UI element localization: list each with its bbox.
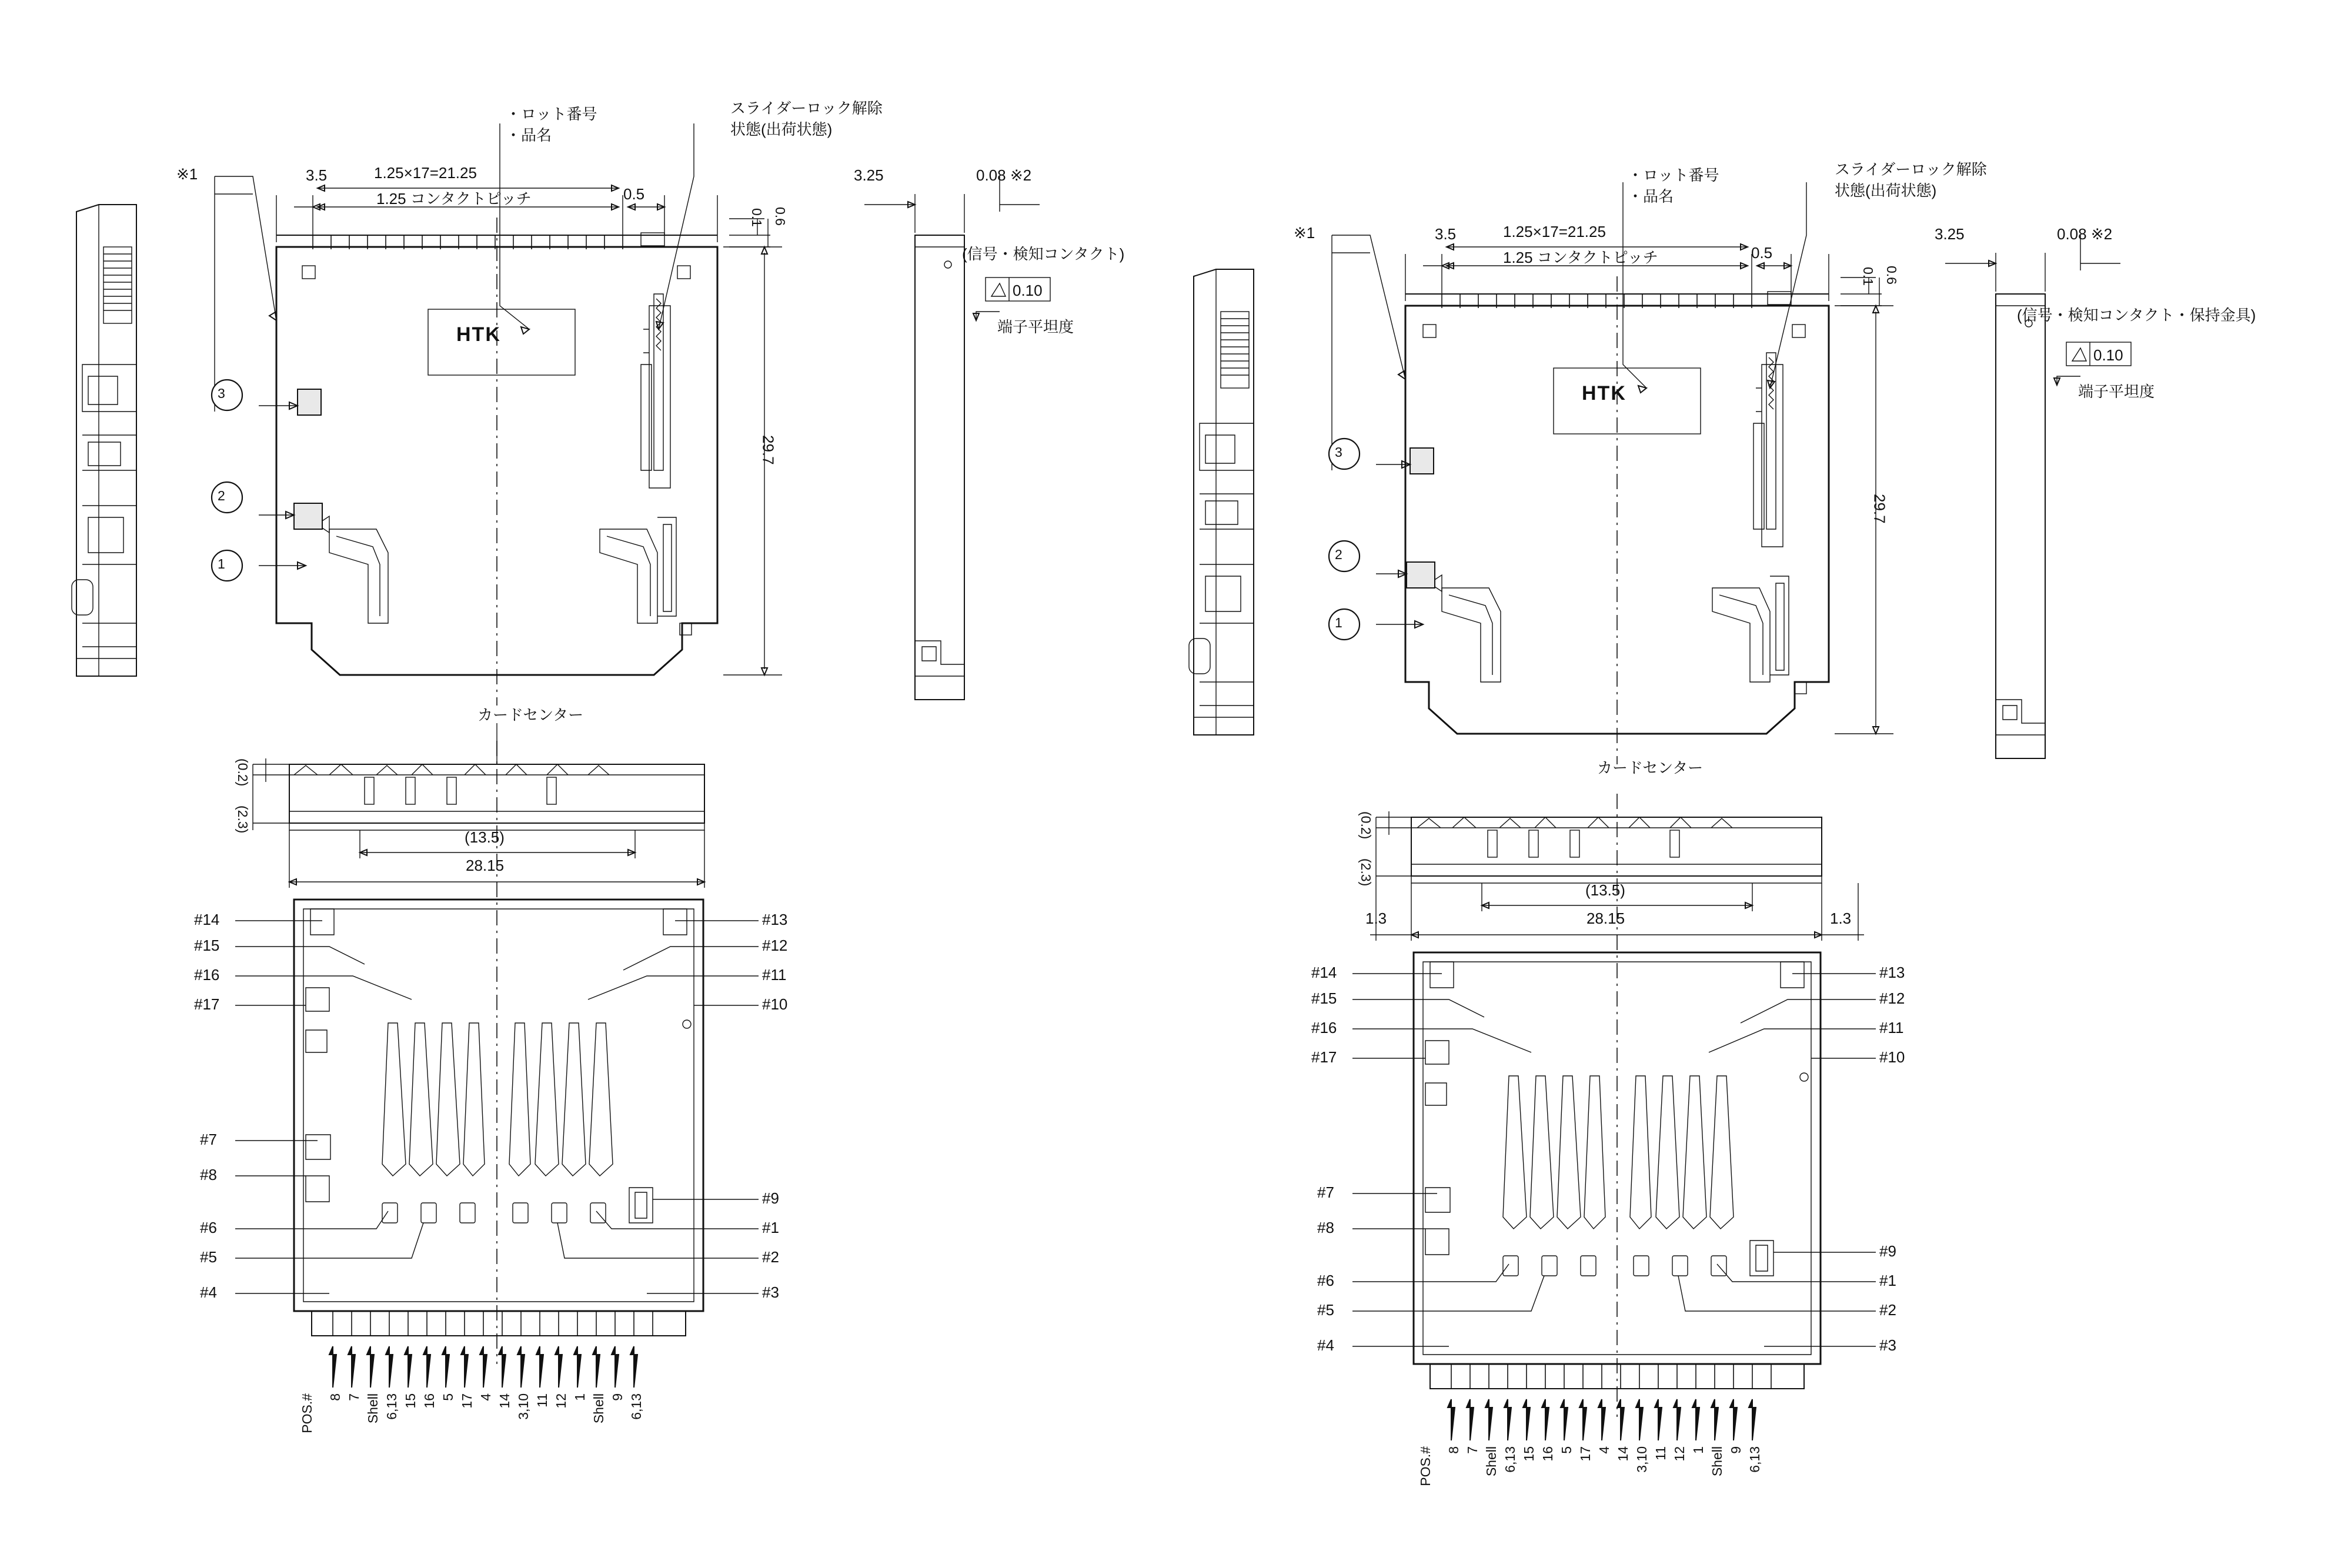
- left-pin-5: #5: [200, 1248, 217, 1266]
- left-balloon-1-label: 1: [218, 556, 225, 571]
- right-pos-17: 6,13: [1747, 1446, 1762, 1473]
- left-pin-6: #6: [200, 1219, 217, 1236]
- left-pos-11: 3,10: [516, 1393, 531, 1420]
- right-balloon-2-label: 2: [1335, 547, 1342, 562]
- right-pin-5: #5: [1317, 1301, 1334, 1319]
- right-pin-12: #12: [1879, 989, 1905, 1007]
- right-dim-2-3: (2.3): [1358, 858, 1374, 887]
- right-pos-4: 6,13: [1502, 1446, 1518, 1473]
- left-pin-17: #17: [194, 995, 220, 1013]
- left-pos-14: 1: [572, 1393, 587, 1401]
- right-pin-13: #13: [1879, 964, 1905, 981]
- right-pos-1: 8: [1446, 1446, 1461, 1454]
- balloon-markers: [212, 380, 1360, 640]
- right-pos-16: 9: [1728, 1446, 1744, 1454]
- left-dim-13-5: (13.5): [465, 828, 505, 846]
- left-dim-0-1: 0.1: [749, 208, 764, 227]
- right-card-center-note: カードセンター: [1597, 759, 1704, 777]
- right-pin-8: #8: [1317, 1219, 1334, 1236]
- right-dim-13-5: (13.5): [1585, 881, 1625, 899]
- left-pin-13: #13: [762, 911, 788, 928]
- right-dim-28-15: 28.15: [1586, 910, 1625, 927]
- right-dim-0-5: 0.5: [1751, 244, 1773, 262]
- right-contact-note: (信号・検知コンタクト・保持金具): [2017, 306, 2256, 324]
- right-dim-0-1: 0.1: [1860, 267, 1876, 286]
- left-brand-logo: HTK: [456, 323, 501, 346]
- left-pin-4: #4: [200, 1283, 217, 1301]
- left-pos-9: 4: [478, 1393, 493, 1401]
- left-card-center-note: カードセンター: [477, 706, 584, 724]
- right-balloon-1-label: 1: [1335, 615, 1342, 630]
- right-lot-number-note: ・ロット番号: [1628, 166, 1719, 184]
- right-pin-11: #11: [1879, 1019, 1904, 1037]
- right-dim-pitch-total: 1.25×17=21.25: [1503, 223, 1606, 240]
- right-pos-10: 14: [1615, 1446, 1631, 1462]
- right-right-side-view: [1996, 294, 2045, 758]
- right-side-view: [1189, 269, 1254, 735]
- right-pin-7: #7: [1317, 1183, 1334, 1201]
- right-pos-8: 17: [1578, 1446, 1593, 1462]
- left-pin-11: #11: [762, 966, 787, 984]
- right-pos-14: 1: [1691, 1446, 1706, 1454]
- right-dim-3-25: 3.25: [1935, 225, 1965, 243]
- left-pin-7: #7: [200, 1131, 217, 1148]
- right-pos-5: 15: [1521, 1446, 1537, 1462]
- right-pin-9: #9: [1879, 1242, 1896, 1260]
- left-balloon-2-label: 2: [218, 488, 225, 503]
- left-pos-8: 17: [459, 1393, 475, 1409]
- right-pin-3: #3: [1879, 1336, 1896, 1354]
- left-pos-1: 8: [328, 1393, 343, 1401]
- left-note-1: ※1: [176, 165, 198, 183]
- left-pos-7: 5: [440, 1393, 456, 1401]
- left-pos-2: 7: [346, 1393, 362, 1401]
- right-dim-0-2: (0.2): [1358, 811, 1374, 840]
- right-pos-6: 16: [1540, 1446, 1555, 1462]
- left-pos-label: POS.#: [299, 1393, 315, 1433]
- left-pin-10: #10: [762, 995, 788, 1013]
- right-pin-1: #1: [1879, 1272, 1896, 1289]
- left-dim-pitch: 1.25 コンタクトピッチ: [376, 190, 532, 208]
- right-pos-9: 4: [1596, 1446, 1612, 1454]
- right-slider-note-line2: 状態(出荷状態): [1835, 182, 1937, 199]
- left-side-view: [72, 205, 136, 676]
- left-pin-14: #14: [194, 911, 220, 928]
- left-dim-pitch-total: 1.25×17=21.25: [374, 164, 477, 182]
- right-dim-0-6: 0.6: [1883, 266, 1899, 285]
- right-slider-note-line1: スライダーロック解除: [1835, 161, 1987, 178]
- right-top-view: [1405, 276, 1829, 764]
- left-balloon-3-label: 3: [218, 386, 225, 401]
- left-dim-0-5: 0.5: [623, 185, 645, 203]
- right-note-1: ※1: [1294, 224, 1315, 242]
- right-pin-4: #4: [1317, 1336, 1334, 1354]
- right-pos-12: 11: [1653, 1446, 1668, 1460]
- left-part-name-note: ・品名: [506, 126, 552, 144]
- right-pos-2: 7: [1465, 1446, 1480, 1454]
- left-slider-note-line2: 状態(出荷状態): [730, 121, 833, 138]
- right-dim-1-3-right: 1.3: [1830, 910, 1852, 927]
- left-pin-1: #1: [762, 1219, 779, 1236]
- left-pos-13: 12: [553, 1393, 569, 1409]
- left-dim-0-6: 0.6: [772, 207, 788, 226]
- right-pos-3: Shell: [1484, 1446, 1499, 1477]
- left-flatness-note: 端子平坦度: [997, 318, 1074, 336]
- right-dim-3-5: 3.5: [1435, 225, 1457, 243]
- right-pin-6: #6: [1317, 1272, 1334, 1289]
- right-pin-16: #16: [1311, 1019, 1337, 1037]
- right-pos-11: 3,10: [1634, 1446, 1649, 1473]
- left-slider-note-line1: スライダーロック解除: [730, 99, 883, 117]
- left-pos-6: 16: [422, 1393, 437, 1409]
- left-pin-2: #2: [762, 1248, 779, 1266]
- left-dim-3-5: 3.5: [306, 166, 328, 184]
- right-pin-10: #10: [1879, 1048, 1905, 1066]
- left-pin-8: #8: [200, 1166, 217, 1183]
- left-pos-17: 6,13: [629, 1393, 644, 1420]
- right-bottom-view: [1352, 935, 1876, 1440]
- right-dim-29-7: 29.7: [1871, 494, 1889, 524]
- left-pin-12: #12: [762, 937, 788, 954]
- left-pin-15: #15: [194, 937, 220, 954]
- left-contact-note: (信号・検知コンタクト): [962, 245, 1125, 263]
- right-pos-label: POS.#: [1418, 1446, 1433, 1486]
- left-dim-2-3: (2.3): [235, 805, 250, 834]
- left-pos-12: 11: [535, 1393, 550, 1407]
- right-flatness-note: 端子平坦度: [2078, 383, 2155, 400]
- left-pin-16: #16: [194, 966, 220, 984]
- right-note-2: 0.08 ※2: [2057, 225, 2113, 243]
- left-pin-9: #9: [762, 1189, 779, 1207]
- left-bottom-view: [235, 882, 759, 1388]
- left-lot-number-note: ・ロット番号: [506, 105, 597, 123]
- left-dim-29-7: 29.7: [759, 435, 777, 465]
- right-pos-7: 5: [1559, 1446, 1574, 1454]
- right-dim-pitch: 1.25 コンタクトピッチ: [1503, 249, 1658, 266]
- right-pin-17: #17: [1311, 1048, 1337, 1066]
- left-pos-3: Shell: [365, 1393, 380, 1424]
- left-gd-tolerance: 0.10: [1013, 282, 1043, 299]
- left-top-view: [276, 218, 717, 706]
- right-pin-15: #15: [1311, 989, 1337, 1007]
- right-pin-2: #2: [1879, 1301, 1896, 1319]
- right-brand-logo: HTK: [1582, 382, 1626, 404]
- left-note-2: 0.08 ※2: [976, 166, 1032, 184]
- right-pin-14: #14: [1311, 964, 1337, 981]
- right-pos-13: 12: [1672, 1446, 1687, 1462]
- left-pin-3: #3: [762, 1283, 779, 1301]
- right-part-name-note: ・品名: [1628, 188, 1674, 205]
- left-pos-5: 15: [403, 1393, 418, 1409]
- left-pos-16: 9: [610, 1393, 625, 1401]
- left-pos-15: Shell: [591, 1393, 606, 1424]
- left-right-side-view: [915, 235, 964, 700]
- right-balloon-3-label: 3: [1335, 444, 1342, 460]
- left-dim-3-25: 3.25: [854, 166, 884, 184]
- right-gd-tolerance: 0.10: [2093, 346, 2123, 364]
- right-pos-15: Shell: [1709, 1446, 1725, 1477]
- left-dim-28-15: 28.15: [466, 857, 505, 874]
- left-pos-4: 6,13: [384, 1393, 399, 1420]
- left-pos-10: 14: [497, 1393, 512, 1409]
- right-dim-1-3-left: 1.3: [1365, 910, 1387, 927]
- left-dim-0-2: (0.2): [235, 758, 250, 787]
